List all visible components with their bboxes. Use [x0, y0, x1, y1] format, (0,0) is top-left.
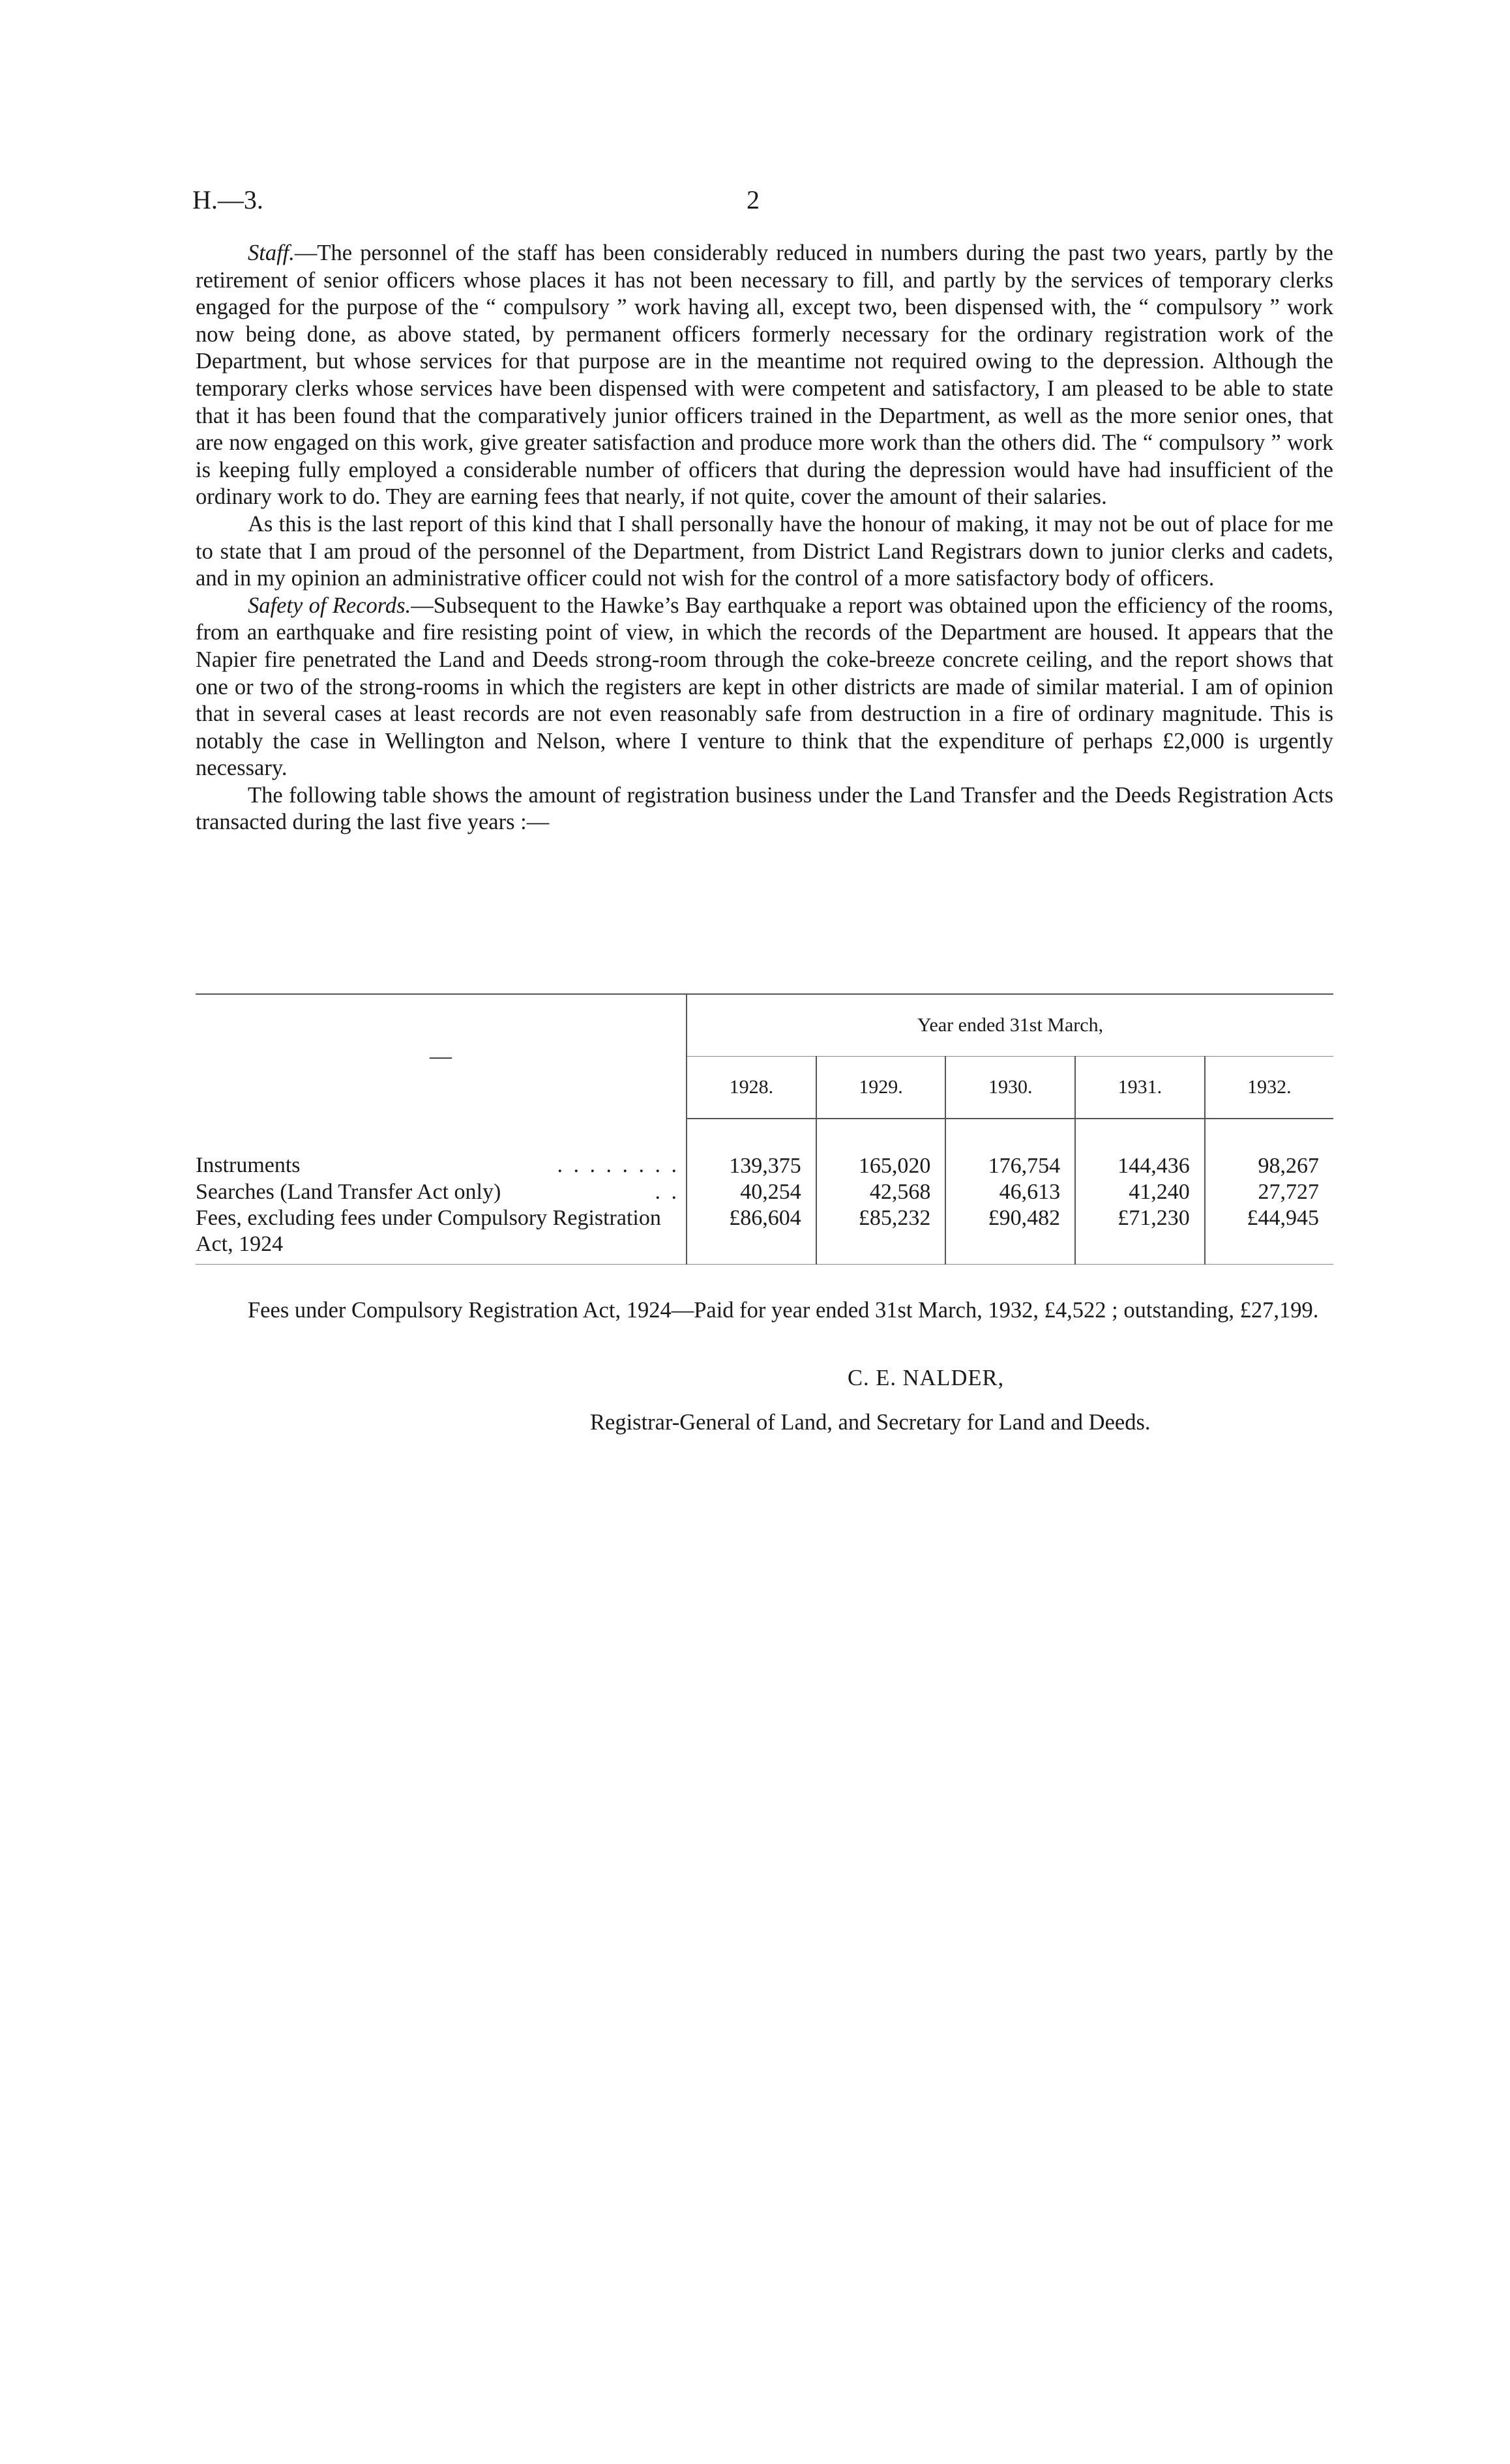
document-reference: H.—3. — [192, 185, 263, 214]
paragraph-text: —Subsequent to the Hawke’s Bay earthquake a report was obtained upon the efficiency of the rooms, from an earthquake and fire resisting point of view, in which the records of the Department are housed. It appears that the Napier fire penetrated the Land and Deeds strong-room through the coke-breeze concrete ceiling, and the report shows that one or two of the strong-rooms in which the registers are kept in other districts are made of similar material. I am of opinion that in several cases at least records are not even reasonably safe from destruction in a fire of ordinary magnitude. This is notably the case in Wellington and Nelson, where I venture to think that the expenditure of perhaps £2,000 is urgently necessary. — [196, 593, 1333, 781]
page-header — [192, 184, 1333, 224]
year-header: 1930. — [945, 1057, 1075, 1119]
table-cell: 165,020 — [816, 1119, 946, 1179]
table-row — [196, 1119, 1333, 1179]
signatory-name: C. E. NALDER, — [848, 1366, 1005, 1390]
dot-leader: . . . . . . . . — [557, 1153, 679, 1177]
section-heading-safety: Safety of Records. — [248, 593, 411, 618]
table-cell: £90,482 — [945, 1205, 1075, 1265]
signatory-title: Registrar-General of Land, and Secretary for Land and Deeds. — [590, 1410, 1151, 1435]
table-cell: 27,727 — [1205, 1179, 1333, 1205]
table-header-row — [196, 994, 1333, 1057]
year-span-header: Year ended 31st March, — [687, 994, 1333, 1057]
paragraph-personnel — [196, 511, 1333, 593]
table-cell: 98,267 — [1205, 1119, 1333, 1179]
table-cell: £86,604 — [687, 1205, 816, 1265]
dot-leader: . . — [655, 1180, 679, 1204]
registration-business-table — [196, 993, 1333, 1265]
section-heading-staff: Staff. — [248, 241, 295, 265]
compulsory-fees-note: Fees under Compulsory Registration Act, 1924—Paid for year ended 31st March, 1932, £4,522 ; outstanding, £27,199. — [248, 1298, 1319, 1323]
table-corner: — — [196, 994, 687, 1119]
row-label: Fees, excluding fees under Compulsory Registration Act, 1924 — [196, 1205, 687, 1265]
table-cell: 144,436 — [1075, 1119, 1205, 1179]
row-label: Instruments . . . . . . . . — [196, 1153, 679, 1177]
row-label: Searches (Land Transfer Act only) . . — [196, 1180, 679, 1204]
paragraph-text: The following table shows the amount of registration business under the Land Transfer and the Deeds Registration Acts transacted during the last five years :— — [196, 782, 1333, 835]
table-cell: £71,230 — [1075, 1205, 1205, 1265]
table-cell: 46,613 — [945, 1179, 1075, 1205]
table-cell: 40,254 — [687, 1179, 816, 1205]
table-row — [196, 1205, 1333, 1265]
paragraph-safety-of-records — [196, 593, 1333, 782]
page-number: 2 — [747, 185, 760, 214]
year-header: 1931. — [1075, 1057, 1205, 1119]
report-body — [196, 240, 1333, 836]
table-cell: 176,754 — [945, 1119, 1075, 1179]
paragraph-staff — [196, 240, 1333, 511]
table-cell: £44,945 — [1205, 1205, 1333, 1265]
table-cell: 42,568 — [816, 1179, 946, 1205]
table-row — [196, 1179, 1333, 1205]
paragraph-table-intro — [196, 782, 1333, 836]
paragraph-text: —The personnel of the staff has been considerably reduced in numbers during the past two years, partly by the retirement of senior officers whose places it has not been necessary to fill, and partly by the services of temporary clerks engaged for the purpose of the “ compulsory ” work having all, except two, been dispensed with, the “ compulsory ” work now being done, as above stated, by permanent officers formerly necessary for the ordinary registration work of the Department, but whose services for that purpose are in the meantime not required owing to the depression. Although the temporary clerks whose services have been dispensed with were competent and satisfactory, I am pleased to be able to state that it has been found that the comparatively junior officers trained in the Department, as well as the more senior ones, that are now engaged on this work, give greater satisfaction and produce more work than the others did. The “ compulsory ” work is keeping fully employed a considerable number of officers that during the depression would have had insufficient of the ordinary work to do. They are earning fees that nearly, if not quite, cover the amount of their salaries. — [196, 241, 1333, 510]
table-cell: 41,240 — [1075, 1179, 1205, 1205]
table-cell: £85,232 — [816, 1205, 946, 1265]
table-cell: 139,375 — [687, 1119, 816, 1179]
year-header: 1932. — [1205, 1057, 1333, 1119]
year-header: 1928. — [687, 1057, 816, 1119]
year-header: 1929. — [816, 1057, 946, 1119]
paragraph-text: As this is the last report of this kind that I shall personally have the honour of making, it may not be out of place for me to state that I am proud of the personnel of the Department, from District Land Registrars down to junior clerks and cadets, and in my opinion an administrative officer could not wish for the control of a more satisfactory body of officers. — [196, 511, 1333, 591]
